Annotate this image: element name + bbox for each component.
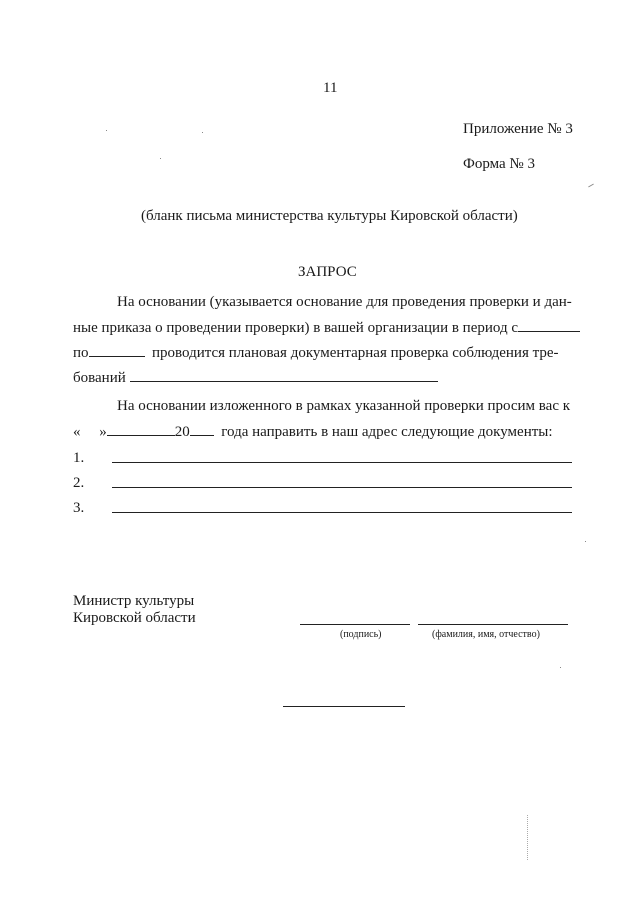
full-name-caption: (фамилия, имя, отчество) bbox=[432, 629, 540, 640]
requirements-field[interactable] bbox=[130, 369, 438, 382]
open-quote: « bbox=[73, 424, 81, 440]
scan-speck bbox=[106, 130, 107, 131]
paragraph-1-line-3-text: проводится плановая документарная проверка соблюдения тре- bbox=[152, 345, 559, 361]
requirements-label: бований bbox=[73, 370, 126, 386]
scan-speck bbox=[202, 132, 203, 133]
scan-dotted-mark bbox=[527, 815, 528, 860]
month-field[interactable] bbox=[107, 423, 175, 436]
signatory-position-line-1: Министр культуры bbox=[73, 593, 195, 609]
paragraph-1-line-2 bbox=[73, 319, 580, 337]
paragraph-2-line-1: На основании изложенного в рамках указанной проверки просим вас к bbox=[117, 398, 571, 414]
list-item-3-field[interactable] bbox=[112, 512, 572, 513]
paragraph-1-line-3 bbox=[73, 344, 559, 362]
paragraph-2-line-2-text: года направить в наш адрес следующие документы: bbox=[221, 424, 553, 440]
separator-line bbox=[283, 706, 405, 707]
full-name-line[interactable] bbox=[418, 624, 568, 625]
list-item-number: 2. bbox=[73, 475, 85, 491]
appendix-label: Приложение № 3 bbox=[463, 121, 573, 137]
period-to-label: по bbox=[73, 345, 89, 361]
list-item-number: 3. bbox=[73, 500, 85, 516]
form-label: Форма № 3 bbox=[463, 156, 535, 172]
list-item-number: 1. bbox=[73, 450, 85, 466]
list-item-2-field[interactable] bbox=[112, 487, 572, 488]
paragraph-1-line-4 bbox=[73, 369, 438, 387]
page-number: 11 bbox=[323, 80, 338, 96]
period-end-field[interactable] bbox=[89, 344, 145, 357]
document-title: ЗАПРОС bbox=[298, 264, 357, 280]
paragraph-1-line-1: На основании (указывается основание для проведения проверки и дан- bbox=[117, 294, 572, 310]
paragraph-2-line-2 bbox=[73, 423, 553, 441]
scan-speck bbox=[585, 541, 586, 542]
year-field[interactable] bbox=[190, 423, 214, 436]
year-prefix: 20 bbox=[174, 424, 190, 440]
scan-speck bbox=[160, 158, 161, 159]
paragraph-1-line-2-text: ные приказа о проведении проверки) в вашей организации в период с bbox=[73, 320, 519, 336]
signatory-position-line-2: Кировской области bbox=[73, 610, 196, 626]
signature-line[interactable] bbox=[300, 624, 410, 625]
letterhead-note: (бланк письма министерства культуры Кировской области) bbox=[141, 208, 518, 224]
list-item-1-field[interactable] bbox=[112, 462, 572, 463]
scan-mark bbox=[588, 184, 594, 188]
period-start-field[interactable] bbox=[518, 319, 580, 332]
scan-speck bbox=[560, 667, 561, 668]
close-quote: » bbox=[99, 424, 107, 440]
signature-caption: (подпись) bbox=[340, 629, 382, 640]
